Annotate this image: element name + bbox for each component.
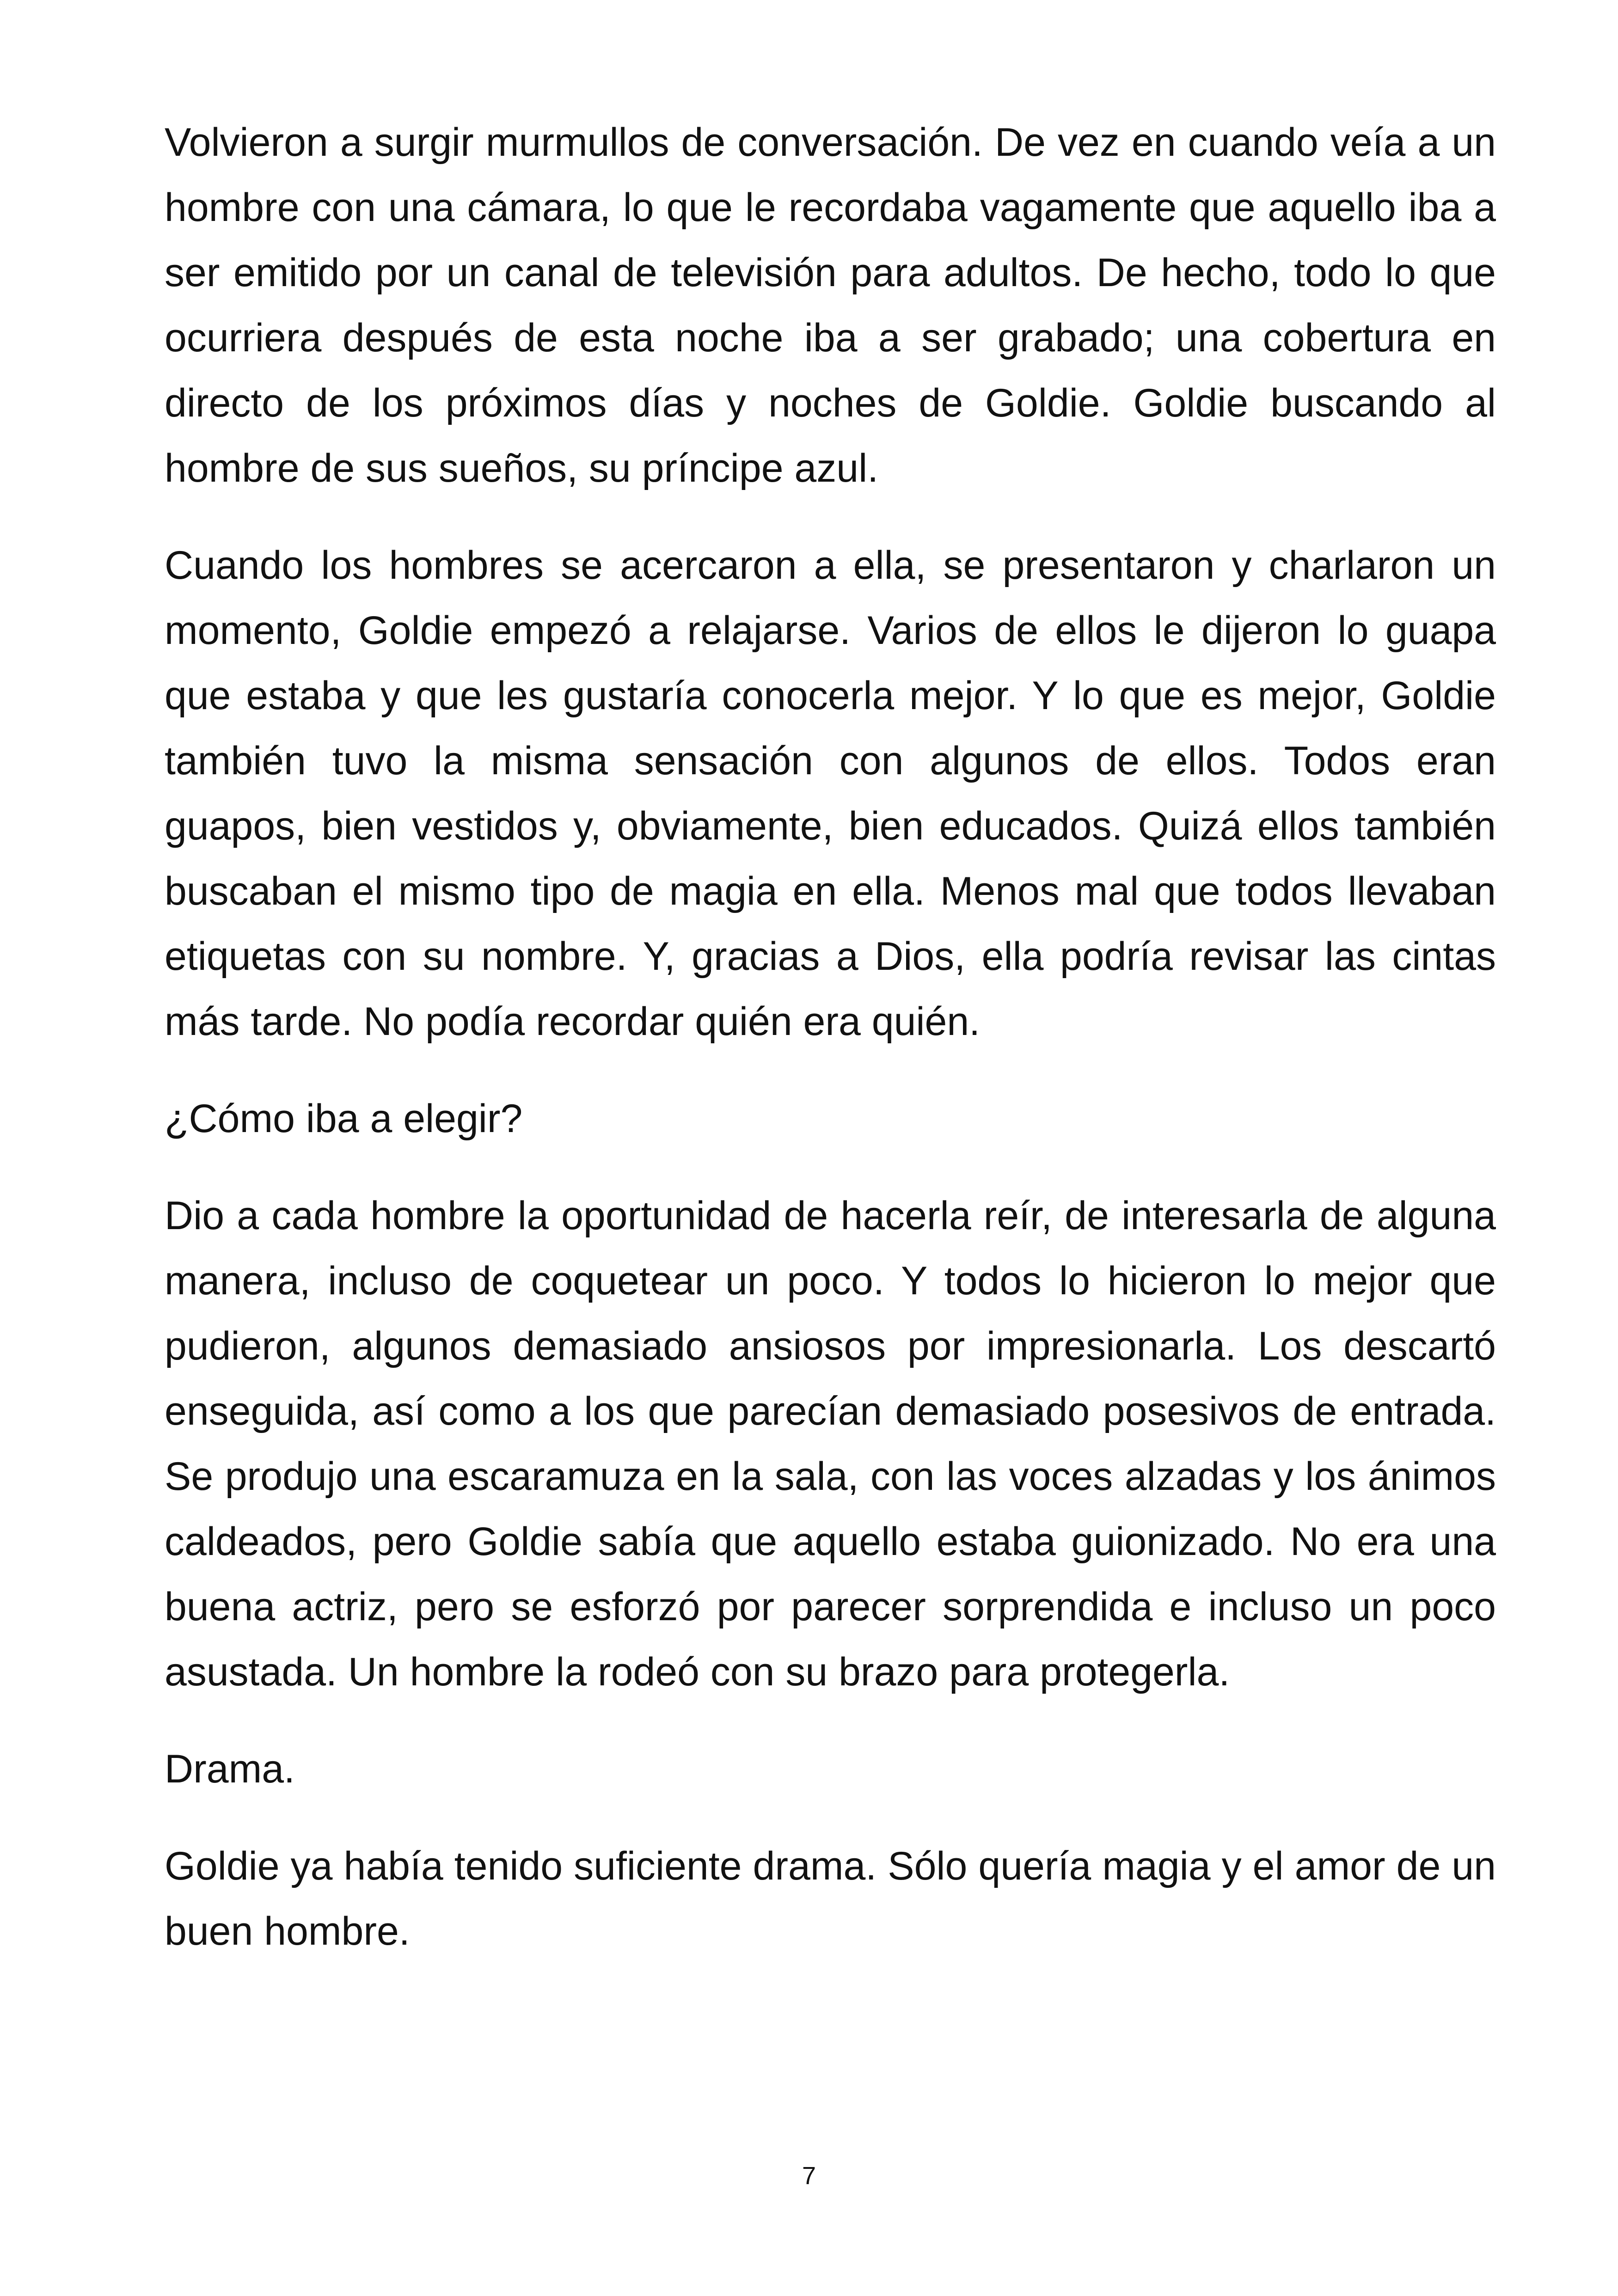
paragraph-4: Dio a cada hombre la oportunidad de hacerla reír, de interesarla de alguna manera, incluso de coquetear un poco. Y todos lo hicieron lo mejor que pudieron, algunos demasiado ansiosos por impresionarla. Los descartó enseguida, así como a los que parecían demasiado posesivos de entrada. Se produjo una escaramuza en la sala, con las voces alzadas y los ánimos caldeados, pero Goldie sabía que aquello estaba guionizado. No era una buena actriz, pero se esforzó por parecer sorprendida e incluso un poco asustada. Un hombre la rodeó con su brazo para protegerla.: [165, 1194, 1496, 1694]
paragraph-2: Cuando los hombres se acercaron a ella, se presentaron y charlaron un momento, Goldie empezó a relajarse. Varios de ellos le dijeron lo guapa que estaba y que les gustaría conocerla mejor. Y lo que es mejor, Goldie también tuvo la misma sensación con algunos de ellos. Todos eran guapos, bien vestidos y, obviamente, bien educados. Quizá ellos también buscaban el mismo tipo de magia en ella. Menos mal que todos llevaban etiquetas con su nombre. Y, gracias a Dios, ella podría revisar las cintas más tarde. No podía recordar quién era quién.: [165, 543, 1496, 1044]
page-number: 7: [802, 2162, 816, 2190]
body-text: [165, 110, 1496, 1996]
paragraph-3: ¿Cómo iba a elegir?: [165, 1096, 523, 1141]
paragraph-1: Volvieron a surgir murmullos de conversación. De vez en cuando veía a un hombre con una cámara, lo que le recordaba vagamente que aquello iba a ser emitido por un canal de televisión para adultos. De hecho, todo lo que ocurriera después de esta noche iba a ser grabado; una cobertura en directo de los próximos días y noches de Goldie. Goldie buscando al hombre de sus sueños, su príncipe azul.: [165, 120, 1496, 490]
paragraph-5: Drama.: [165, 1747, 295, 1791]
paragraph-6: Goldie ya había tenido suficiente drama. Sólo quería magia y el amor de un buen hombre.: [165, 1844, 1496, 1953]
